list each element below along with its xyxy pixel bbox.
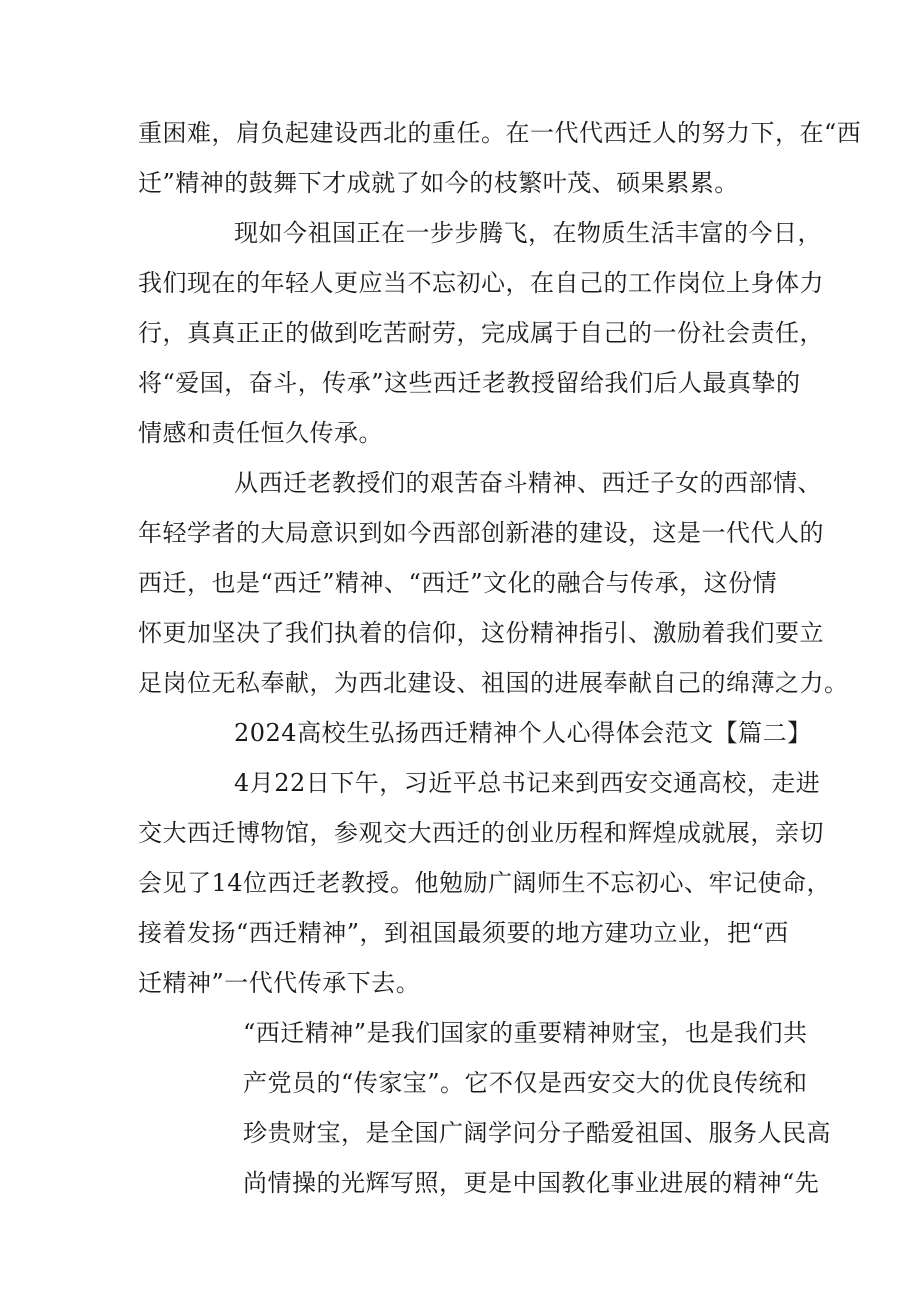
section-heading: 2024高校生弘扬西迁精神个人心得体会范文【篇二】 [234,719,812,747]
text-line: 接着发扬“西迁精神”，到祖国最须要的地方建功立业，把“西 [138,919,789,947]
text-line: 重困难，肩负起建设西北的重任。在一代代西迁人的努力下，在“西 [138,119,862,147]
text-line: 足岗位无私奉献，为西北建设、祖国的进展奉献自己的绵薄之力。 [138,669,849,697]
text-line: “西迁精神”是我们国家的重要精神财宝，也是我们共 [243,1019,808,1047]
text-line: 西迁，也是“西迁”精神、“西迁”文化的融合与传承，这份情 [138,569,778,597]
text-line: 情感和责任恒久传承。 [138,419,383,447]
text-line: 会见了14位西迁老教授。他勉励广阔师生不忘初心、牢记使命， [138,869,832,897]
text-line: 迁”精神的鼓舞下才成就了如今的枝繁叶茂、硕果累累。 [138,169,739,197]
text-line: 产党员的“传家宝”。它不仅是西安交大的优良传统和 [243,1069,808,1097]
text-line: 怀更加坚决了我们执着的信仰，这份精神指引、激励着我们要立 [138,619,824,647]
text-line: 珍贵财宝，是全国广阔学问分子酷爱祖国、服务人民高 [243,1119,831,1147]
text-line: 行，真真正正的做到吃苦耐劳，完成属于自己的一份社会责任， [138,319,824,347]
text-line: 从西迁老教授们的艰苦奋斗精神、西迁子女的西部情、 [234,469,822,497]
text-line: 迁精神”一代代传承下去。 [138,969,421,997]
text-line: 尚情操的光辉写照，更是中国教化事业进展的精神“先 [243,1169,820,1197]
text-line: 将“爱国，奋斗，传承”这些西迁老教授留给我们后人最真挚的 [138,369,801,397]
text-line: 4月22日下午，习近平总书记来到西安交通高校，走进 [234,769,821,797]
text-line: 我们现在的年轻人更应当不忘初心，在自己的工作岗位上身体力 [138,269,824,297]
text-line: 年轻学者的大局意识到如今西部创新港的建设，这是一代代人的 [138,519,824,547]
text-line: 现如今祖国正在一步步腾飞，在物质生活丰富的今日， [234,219,822,247]
text-line: 交大西迁博物馆，参观交大西迁的创业历程和辉煌成就展，亲切 [138,819,824,847]
